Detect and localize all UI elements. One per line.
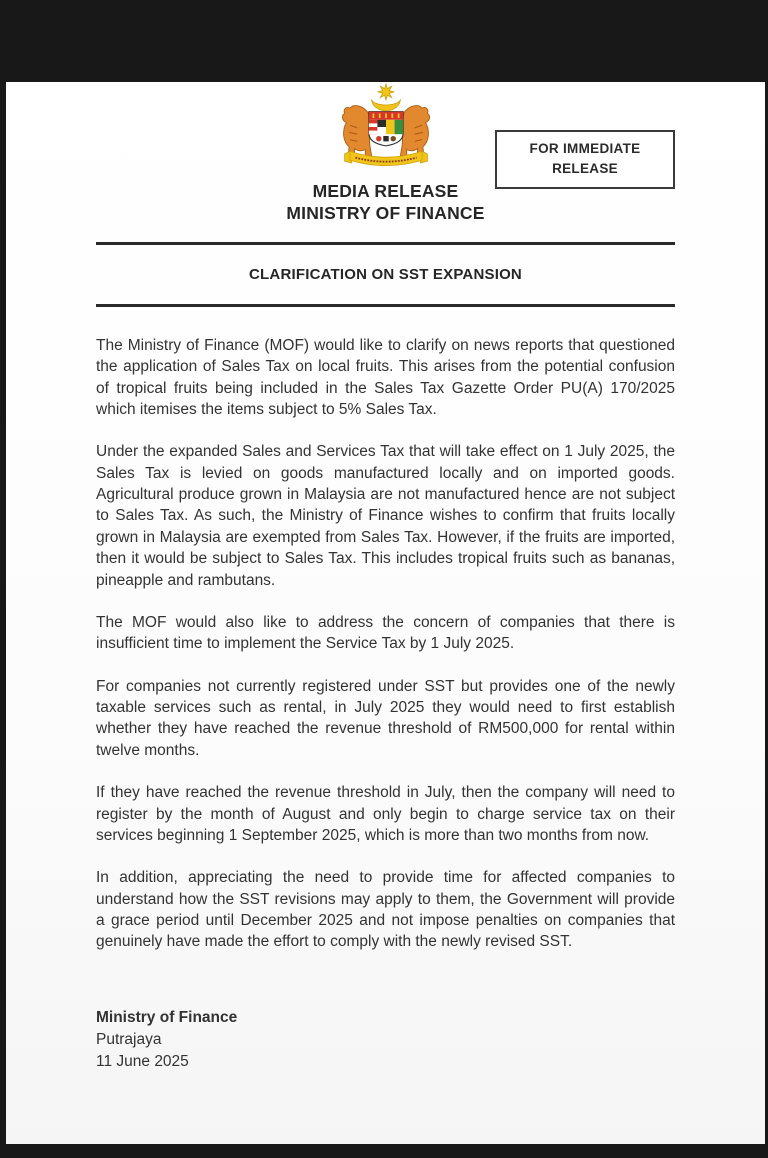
ministry-heading: MINISTRY OF FINANCE bbox=[286, 203, 485, 224]
signoff-city: Putrajaya bbox=[96, 1030, 162, 1048]
body-copy bbox=[96, 335, 675, 953]
document-title: CLARIFICATION ON SST EXPANSION bbox=[249, 265, 522, 283]
body-paragraph: If they have reached the revenue threshold in July, then the company will need to register by the month of August and only begin to charge service tax on their services beginning 1 September 2025, which is more than two months from now. bbox=[96, 784, 675, 844]
signoff-date: 11 June 2025 bbox=[96, 1052, 189, 1070]
tiger-right-icon bbox=[400, 106, 429, 156]
body-paragraph: The MOF would also like to address the concern of companies that there is insufficient time to implement the Service Tax by 1 July 2025. bbox=[96, 613, 675, 653]
signoff-block bbox=[96, 1007, 675, 1073]
release-badge: FOR IMMEDIATE RELEASE bbox=[495, 130, 675, 189]
media-release-heading: MEDIA RELEASE bbox=[312, 181, 459, 201]
body-paragraph: For companies not currently registered under SST but provides one of the newly taxable services such as rental, in July 2025 they would need to first establish whether they have reached the revenue threshold of RM500,000 for rental within twelve months. bbox=[96, 677, 675, 759]
signoff-org: Ministry of Finance bbox=[96, 1008, 238, 1026]
divider-bottom bbox=[96, 304, 675, 307]
body-paragraph: The Ministry of Finance (MOF) would like to clarify on news reports that questioned the application of Sales Tax on local fruits. This arises from the potential confusion of tropical fruits being included in the Sales Tax Gazette Order PU(A) 170/2025 which itemises the items subject to 5% Sales Tax. bbox=[96, 336, 675, 418]
tiger-left-icon bbox=[342, 106, 371, 156]
body-paragraph: Under the expanded Sales and Services Tax that will take effect on 1 July 2025, the Sales Tax is levied on goods manufactured locally and on imported goods. Agricultural produce grown in Malaysia are not manufactured hence are not subject to Sales Tax. As such, the Ministry of Finance wishes to confirm that fruits locally grown in Malaysia are exempted from Sales Tax. However, if the fruits are imported, then it would be subject to Sales Tax. This includes tropical fruits such as bananas, pineapple and rambutans. bbox=[96, 443, 675, 589]
media-release-page bbox=[6, 82, 765, 1144]
body-paragraph: In addition, appreciating the need to provide time for affected companies to understand how the SST revisions may apply to them, the Government will provide a grace period until December 2025 and not impose penalties on companies that genuinely have made the effort to comply with the newly revised SST. bbox=[96, 869, 675, 951]
coat-of-arms-icon bbox=[332, 82, 440, 172]
motto-ribbon-icon bbox=[344, 150, 427, 165]
divider-top bbox=[96, 242, 675, 245]
star-icon bbox=[377, 84, 393, 100]
shield-icon bbox=[368, 112, 402, 146]
